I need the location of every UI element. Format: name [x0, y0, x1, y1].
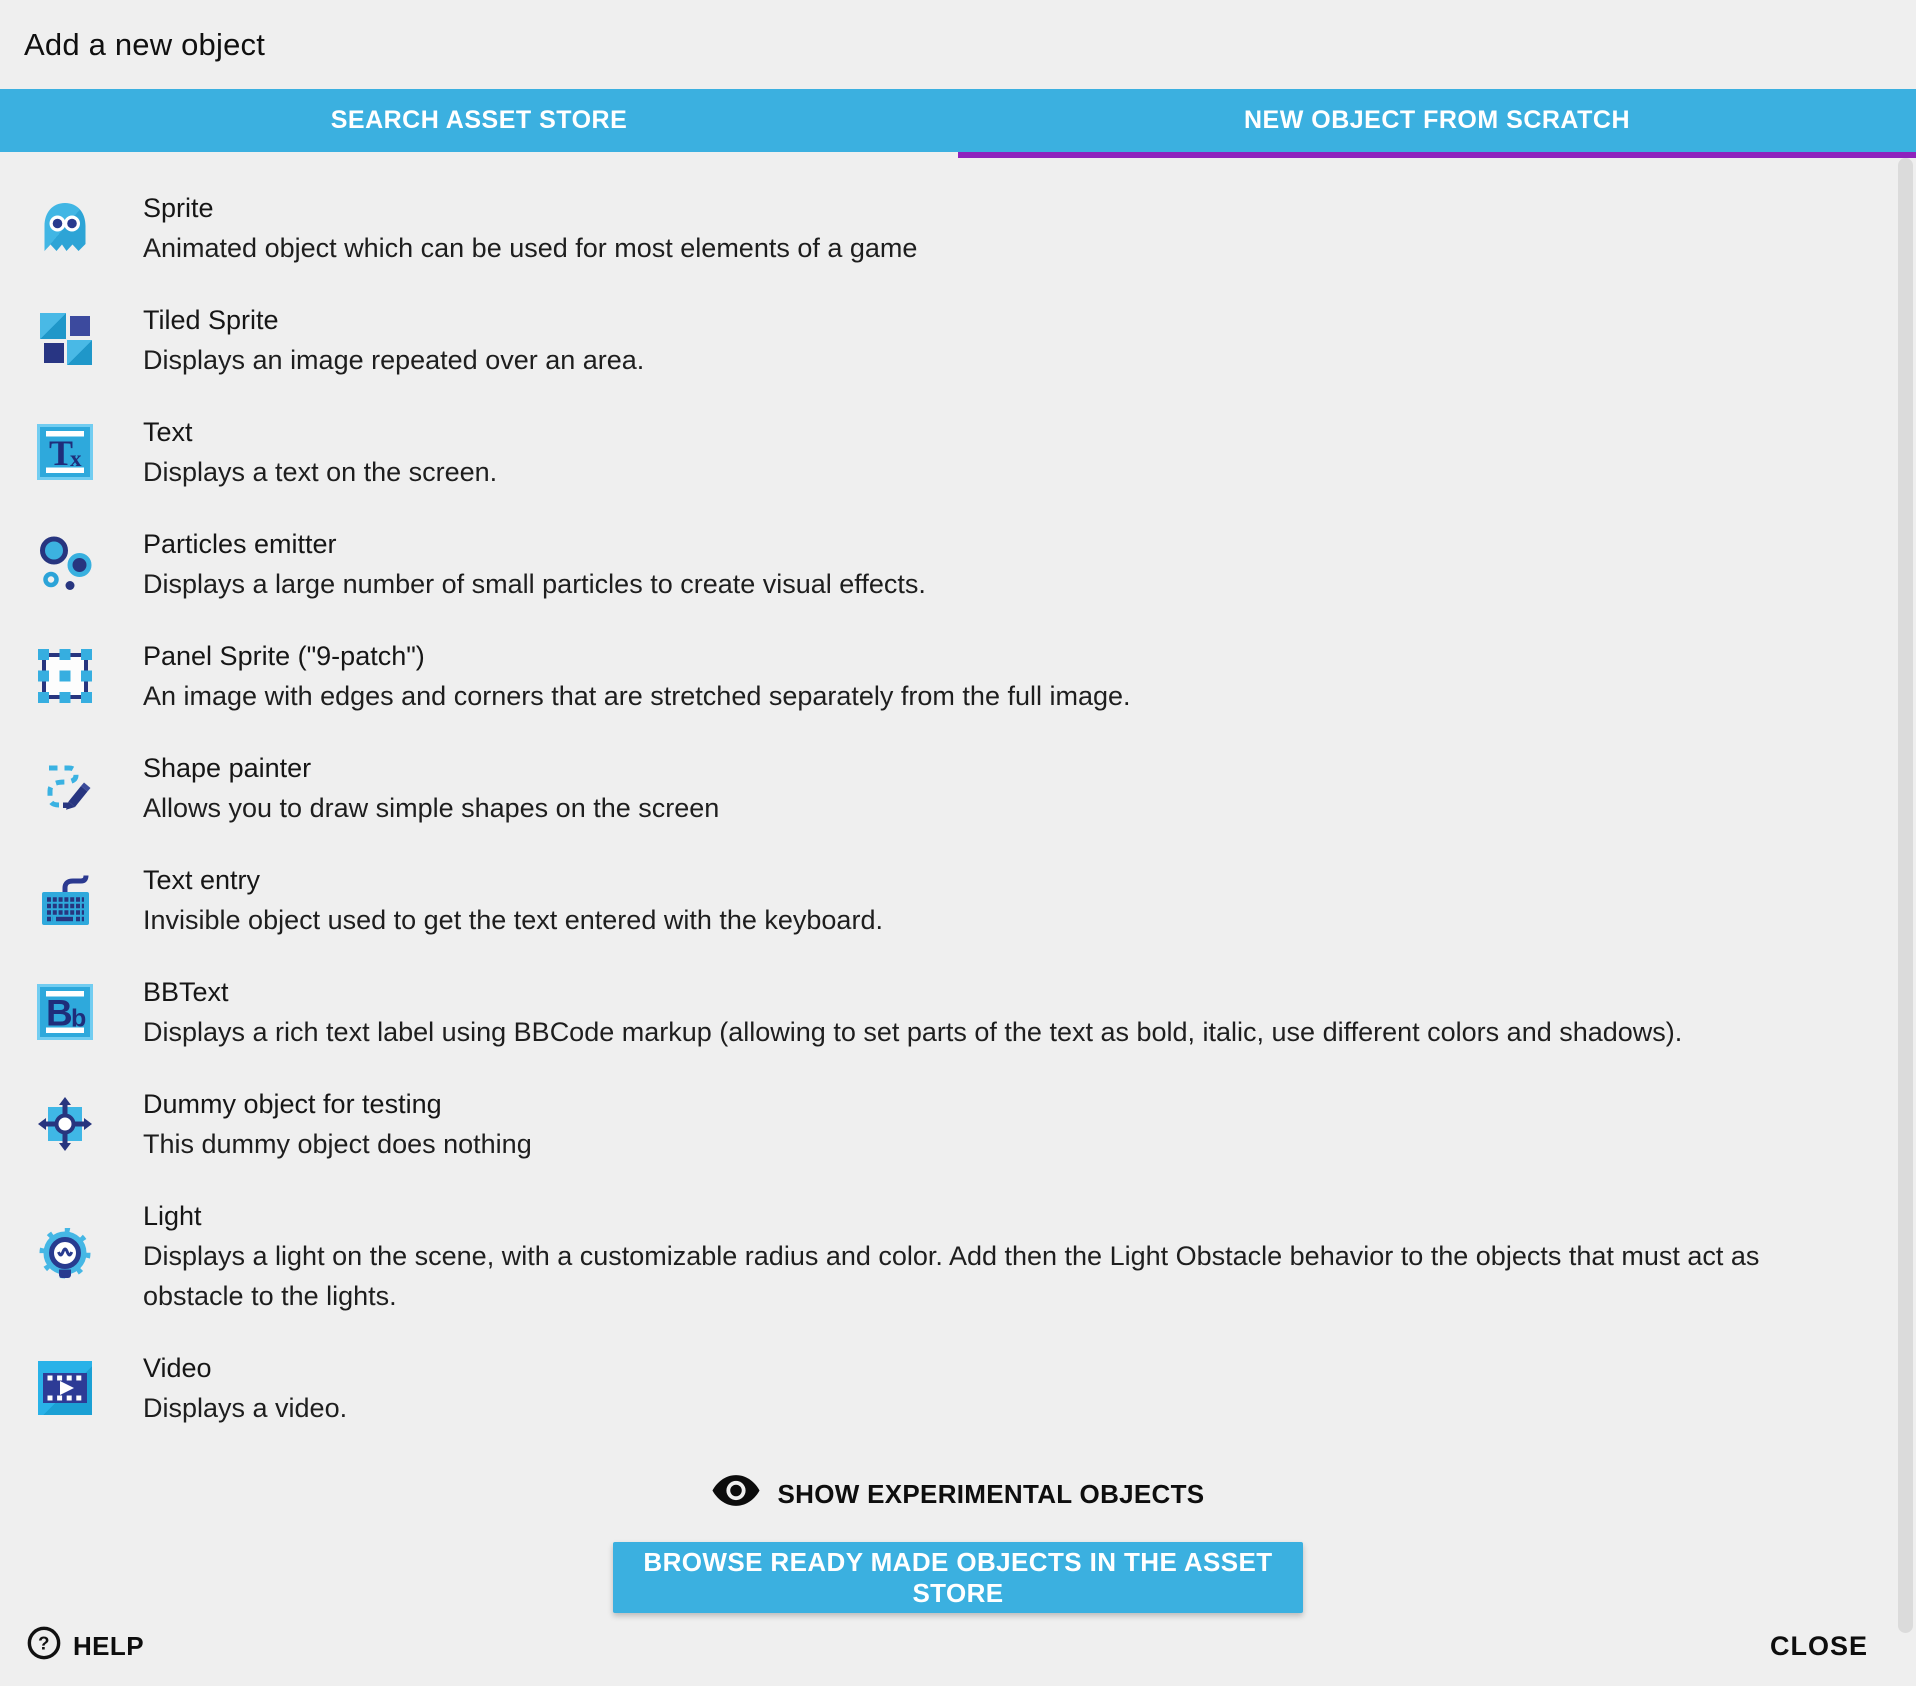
browse-asset-store-label: BROWSE READY MADE OBJECTS IN THE ASSET STORE: [643, 1546, 1273, 1608]
object-description: Animated object which can be used for most elements of a game: [143, 233, 918, 263]
help-icon: [27, 1626, 61, 1667]
particles-emitter-icon: [37, 536, 93, 592]
object-description: Allows you to draw simple shapes on the screen: [143, 793, 720, 823]
help-label: HELP: [73, 1630, 144, 1661]
object-name: Dummy object for testing: [143, 1089, 442, 1119]
text-object-icon: [37, 424, 93, 480]
svg-text:b: b: [71, 1004, 87, 1033]
object-list-item[interactable]: [0, 956, 1916, 1068]
show-experimental-objects-label: SHOW EXPERIMENTAL OBJECTS: [777, 1478, 1205, 1509]
object-description: Displays a video.: [143, 1393, 348, 1423]
object-name: Light: [143, 1201, 202, 1231]
browse-asset-store-button[interactable]: [613, 1542, 1303, 1613]
object-list-item[interactable]: [0, 1332, 1916, 1444]
dummy-object-icon: [37, 1096, 93, 1152]
object-list-item[interactable]: [0, 844, 1916, 956]
object-description: An image with edges and corners that are stretched separately from the full image.: [143, 681, 1131, 711]
light-icon: [37, 1228, 93, 1284]
vertical-scrollbar[interactable]: [1898, 158, 1913, 1633]
object-list-item[interactable]: [0, 1068, 1916, 1180]
object-list-item[interactable]: [0, 620, 1916, 732]
bbtext-icon: [37, 984, 93, 1040]
svg-text:T: T: [49, 433, 74, 473]
svg-text:B: B: [46, 992, 73, 1034]
object-name: Shape painter: [143, 753, 312, 783]
object-name: Panel Sprite ("9-patch"): [143, 641, 425, 671]
object-name: Text: [143, 417, 193, 447]
close-button[interactable]: CLOSE: [1762, 1621, 1876, 1672]
show-experimental-objects-button[interactable]: [698, 1466, 1219, 1522]
dialog-header: [0, 0, 1916, 89]
object-list-item[interactable]: [0, 396, 1916, 508]
text-entry-icon: [37, 872, 93, 928]
object-list-item[interactable]: [0, 284, 1916, 396]
object-description: Displays a rich text label using BBCode markup (allowing to set parts of the text as bold, italic, use different colors and shadows).: [143, 1017, 1683, 1047]
tiled-sprite-icon: [37, 312, 93, 368]
tab-search-asset-store[interactable]: SEARCH ASSET STORE: [330, 106, 628, 134]
object-description: This dummy object does nothing: [143, 1129, 532, 1159]
bottom-controls: [0, 1466, 1916, 1613]
tab-bar: [0, 89, 1916, 152]
object-name: Video: [143, 1353, 212, 1383]
page-title: Add a new object: [24, 26, 266, 62]
sprite-ghost-icon: [37, 200, 93, 256]
help-button[interactable]: [21, 1625, 150, 1668]
object-name: Text entry: [143, 865, 261, 895]
video-icon: [37, 1360, 93, 1416]
svg-text:x: x: [70, 446, 82, 471]
object-description: Displays a text on the screen.: [143, 457, 498, 487]
object-name: Particles emitter: [143, 529, 337, 559]
tab-new-object-from-scratch[interactable]: NEW OBJECT FROM SCRATCH: [1243, 106, 1631, 134]
object-description: Displays a light on the scene, with a customizable radius and color. Add then the Light Obstacle behavior to the objects that must act as obstacle to the lights.: [143, 1241, 1760, 1311]
object-list-item[interactable]: [0, 732, 1916, 844]
object-description: Invisible object used to get the text entered with the keyboard.: [143, 905, 883, 935]
dialog-footer: [0, 1606, 1916, 1686]
object-name: BBText: [143, 977, 229, 1007]
object-description: Displays an image repeated over an area.: [143, 345, 645, 375]
object-name: Sprite: [143, 193, 214, 223]
object-list-item[interactable]: [0, 508, 1916, 620]
object-list: [0, 158, 1916, 1444]
object-description: Displays a large number of small particles to create visual effects.: [143, 569, 926, 599]
panel-sprite-icon: [37, 648, 93, 704]
shape-painter-icon: [37, 760, 93, 816]
eye-icon: [712, 1474, 760, 1514]
svg-text:?: ?: [38, 1633, 50, 1655]
object-list-item[interactable]: [0, 1180, 1916, 1332]
object-name: Tiled Sprite: [143, 305, 279, 335]
object-list-item[interactable]: [0, 172, 1916, 284]
